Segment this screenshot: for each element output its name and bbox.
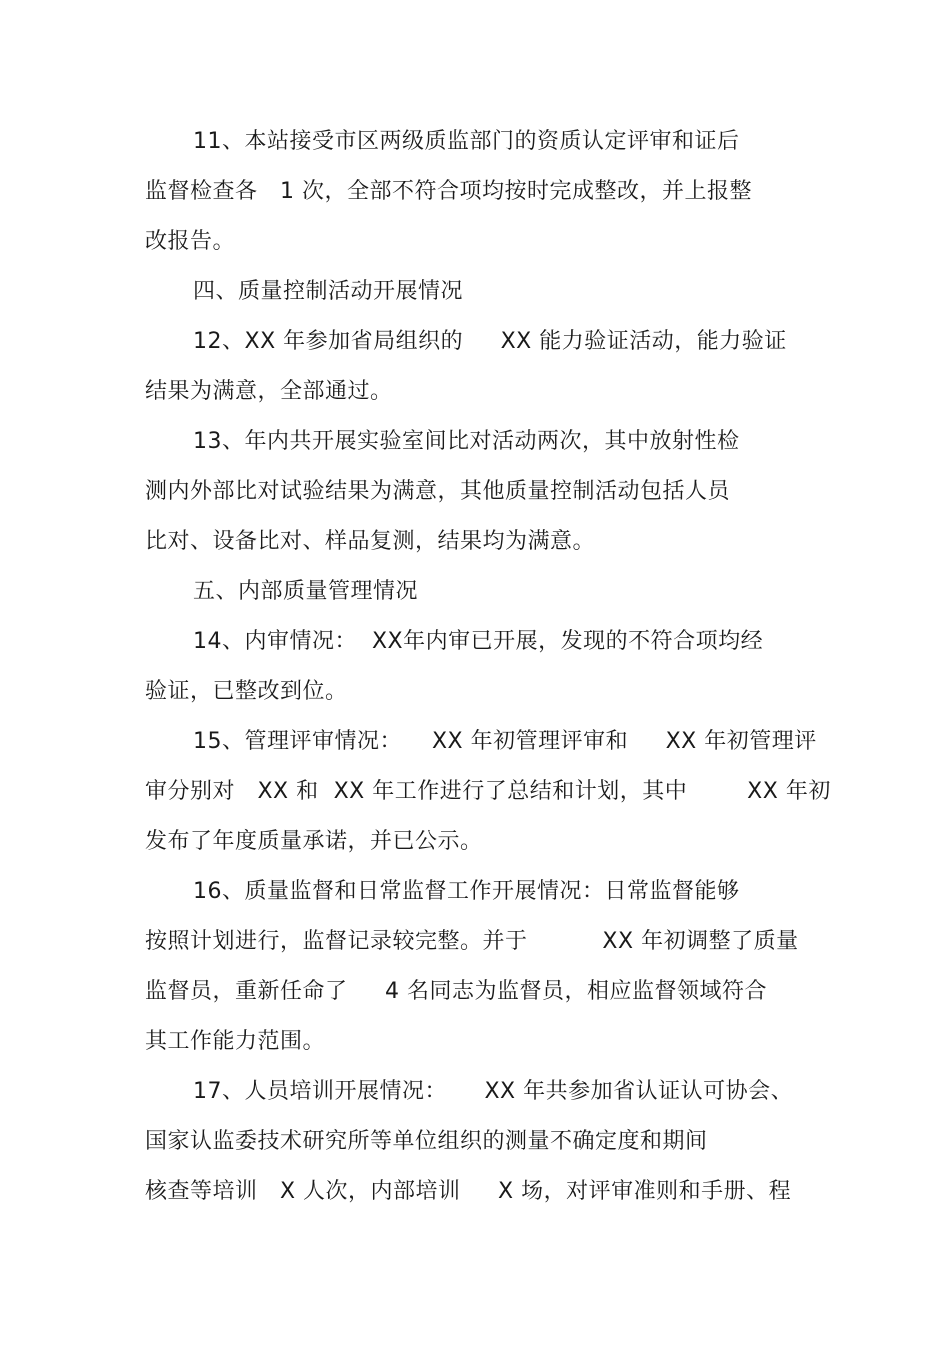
paragraph-line: 比对、设备比对、样品复测，结果均为满意。 bbox=[145, 529, 596, 554]
paragraph-line: 其工作能力范围。 bbox=[145, 1029, 326, 1054]
paragraph-line: 测内外部比对试验结果为满意，其他质量控制活动包括人员 bbox=[145, 479, 731, 504]
paragraph-line: 发布了年度质量承诺，并已公示。 bbox=[145, 829, 483, 854]
paragraph-line: 17、人员培训开展情况： XX 年共参加省认证认可协会、 bbox=[193, 1079, 794, 1104]
paragraph-line: 13、年内共开展实验室间比对活动两次，其中放射性检 bbox=[193, 429, 740, 454]
paragraph-line: 14、内审情况： XX年内审已开展，发现的不符合项均经 bbox=[193, 629, 764, 654]
paragraph-line: 按照计划进行，监督记录较完整。并于 XX 年初调整了质量 bbox=[145, 929, 799, 954]
paragraph-line: 监督员，重新任命了 4 名同志为监督员，相应监督领域符合 bbox=[145, 979, 767, 1004]
section-heading: 四、质量控制活动开展情况 bbox=[193, 279, 464, 304]
paragraph-line: 改报告。 bbox=[145, 229, 236, 254]
paragraph-line: 验证，已整改到位。 bbox=[145, 679, 348, 704]
paragraph-line: 监督检查各 1 次，全部不符合项均按时完成整改，并上报整 bbox=[145, 179, 752, 204]
paragraph-line: 核查等培训 X 人次，内部培训 X 场，对评审准则和手册、程 bbox=[145, 1179, 792, 1204]
paragraph-line: 15、管理评审情况： XX 年初管理评审和 XX 年初管理评 bbox=[193, 729, 817, 754]
paragraph-line: 16、质量监督和日常监督工作开展情况：日常监督能够 bbox=[193, 879, 740, 904]
paragraph-line: 结果为满意，全部通过。 bbox=[145, 379, 393, 404]
section-heading: 五、内部质量管理情况 bbox=[193, 579, 419, 604]
paragraph-line: 国家认监委技术研究所等单位组织的测量不确定度和期间 bbox=[145, 1129, 708, 1154]
paragraph-line: 审分别对 XX 和 XX 年工作进行了总结和计划，其中 XX 年初 bbox=[145, 779, 831, 804]
paragraph-line: 11、本站接受市区两级质监部门的资质认定评审和证后 bbox=[193, 129, 740, 154]
paragraph-line: 12、XX 年参加省局组织的 XX 能力验证活动，能力验证 bbox=[193, 329, 787, 354]
